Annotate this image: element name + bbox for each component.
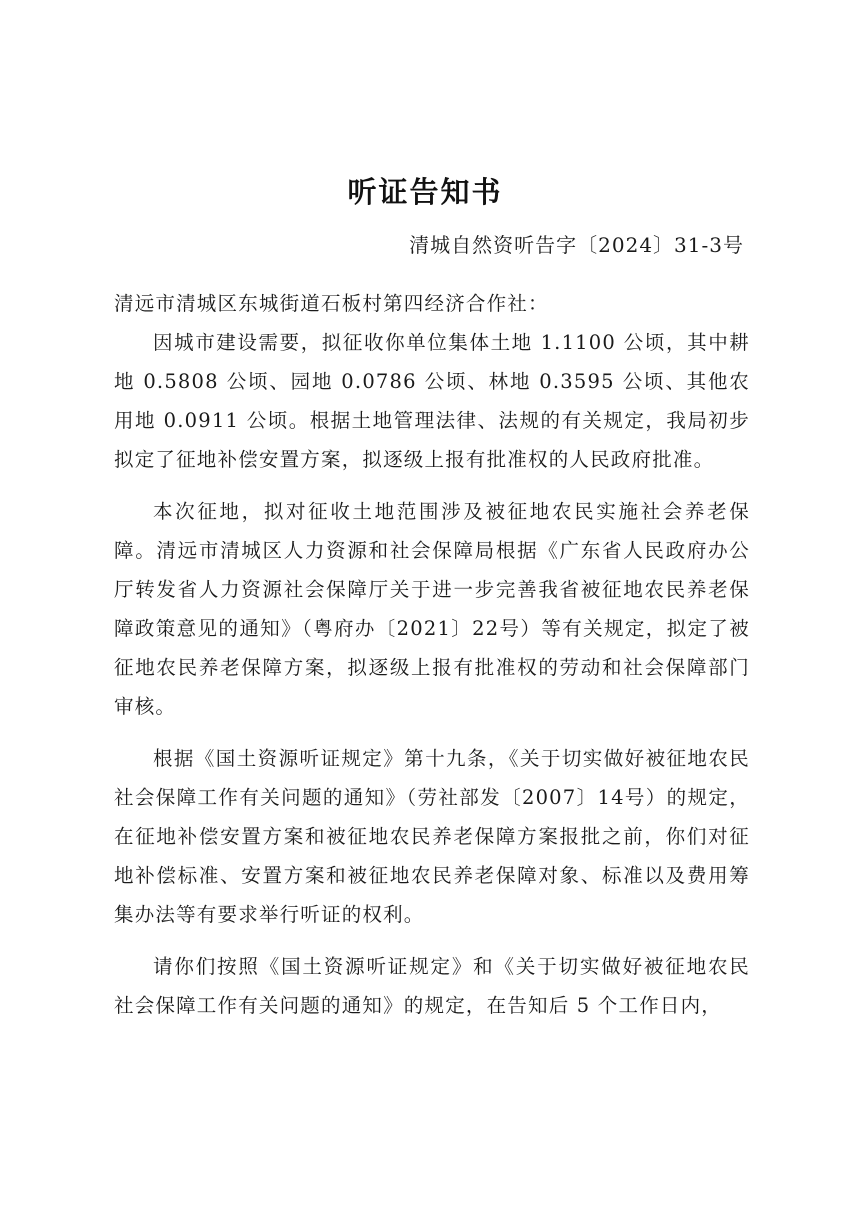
paragraph-social-security: 本次征地，拟对征收土地范围涉及被征地农民实施社会养老保障。清远市清城区人力资源和社会保障局根据《广东省人民政府办公厅转发省人力资源社会保障厅关于进一步完善我省被征地农民养老保障政策意见的通知》（粤府办〔2021〕22号）等有关规定，拟定了被征地农民养老保障方案，拟逐级上报有批准权的劳动和社会保障部门审核。	[114, 500, 750, 718]
document-title: 听证告知书	[347, 175, 503, 209]
paragraph-land-acquisition: 因城市建设需要，拟征收你单位集体土地 1.1100 公顷，其中耕地 0.5808 公顷、园地 0.0786 公顷、林地 0.3595 公顷、其他农用地 0.0911 公顷。根据土地管理法律、法规的有关规定，我局初步拟定了征地补偿安置方案，拟逐级上报有批准权的人民政府批准。	[114, 331, 750, 471]
paragraph-hearing-rights: 根据《国土资源听证规定》第十九条，《关于切实做好被征地农民社会保障工作有关问题的通知》（劳社部发〔2007〕14号）的规定，在征地补偿安置方案和被征地农民养老保障方案报批之前，你们对征地补偿标准、安置方案和被征地农民养老保障对象、标准以及费用筹集办法等有要求举行听证的权利。	[114, 747, 750, 926]
paragraph-hearing-request: 请你们按照《国土资源听证规定》和《关于切实做好被征地农民社会保障工作有关问题的通知》的规定，在告知后 5 个工作日内，	[114, 955, 750, 1017]
document-body	[114, 284, 750, 1025]
salutation: 清远市清城区东城街道石板村第四经济合作社：	[114, 292, 549, 315]
document-number: 清城自然资听告字〔2024〕31-3号	[409, 233, 744, 257]
